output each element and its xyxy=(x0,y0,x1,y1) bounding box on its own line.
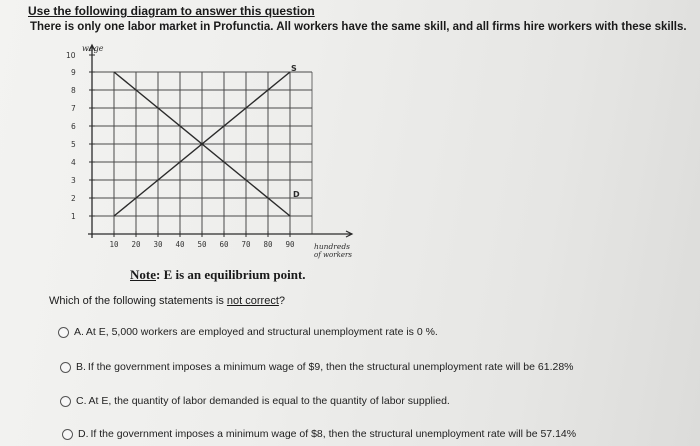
y-tick-label-8: 8 xyxy=(71,86,76,95)
question-suffix: ? xyxy=(278,295,286,307)
y-tick-label-6: 6 xyxy=(71,122,76,131)
y-axis-label: wage xyxy=(82,44,104,53)
option-b-text: If the government imposes a minimum wage of $9, then the structural unemployment rate will be 61.28% xyxy=(87,361,574,373)
question-prompt xyxy=(49,295,285,307)
y-tick-label-2: 2 xyxy=(71,194,76,203)
x-tick-label-70: 70 xyxy=(241,240,251,249)
y-tick-label-1: 1 xyxy=(71,212,76,221)
demand-curve-label: D xyxy=(293,190,300,199)
x-axis-label-line2: of workers xyxy=(314,251,352,259)
radio-c-icon[interactable] xyxy=(60,396,71,407)
option-b-letter: B. xyxy=(76,361,86,373)
option-c-text: At E, the quantity of labor demanded is equal to the quantity of labor supplied. xyxy=(88,395,450,407)
x-tick-label-60: 60 xyxy=(219,240,229,249)
x-tick-label-50: 50 xyxy=(197,240,207,249)
x-tick-label-90: 90 xyxy=(285,240,295,249)
radio-a-icon[interactable] xyxy=(58,327,69,338)
y-tick-label-7: 7 xyxy=(71,104,76,113)
option-d-letter: D. xyxy=(78,428,89,440)
y-axis-ticks xyxy=(66,51,95,221)
option-d-text: If the government imposes a minimum wage of $8, then the structural unemployment rate will be 57.14% xyxy=(90,428,577,440)
x-axis-label-line1: hundreds xyxy=(314,242,350,251)
y-tick-label-4: 4 xyxy=(71,158,76,167)
option-d[interactable] xyxy=(62,428,576,440)
note-text xyxy=(130,267,306,283)
radio-d-icon[interactable] xyxy=(62,429,73,440)
option-b[interactable] xyxy=(60,361,574,373)
y-tick-label-9: 9 xyxy=(71,68,76,77)
note-body: : E is an equilibrium point. xyxy=(156,267,306,282)
note-label: Note xyxy=(130,267,156,282)
question-context: There is only one labor market in Profunctia. All workers have the same skill, and all firms hire workers with these skills. xyxy=(30,21,687,33)
option-a-letter: A. xyxy=(74,326,84,338)
x-tick-label-30: 30 xyxy=(153,240,163,249)
option-c-letter: C. xyxy=(76,395,87,407)
option-a[interactable] xyxy=(58,326,438,338)
question-not-correct: not correct xyxy=(226,295,279,307)
option-a-text: At E, 5,000 workers are employed and structural unemployment rate is 0 %. xyxy=(85,326,438,338)
y-tick-label-10: 10 xyxy=(66,51,76,60)
y-tick-label-5: 5 xyxy=(71,140,76,149)
radio-b-icon[interactable] xyxy=(60,362,71,373)
question-prefix: Which of the following statements is xyxy=(49,295,227,307)
x-tick-label-80: 80 xyxy=(263,240,273,249)
grid-lines xyxy=(92,72,312,234)
x-tick-label-20: 20 xyxy=(131,240,141,249)
instruction-heading: Use the following diagram to answer this question xyxy=(28,4,315,18)
y-tick-label-3: 3 xyxy=(71,176,76,185)
x-tick-label-40: 40 xyxy=(175,240,185,249)
supply-curve-label: S xyxy=(291,64,297,73)
x-tick-label-10: 10 xyxy=(109,240,119,249)
option-c[interactable] xyxy=(60,395,450,407)
